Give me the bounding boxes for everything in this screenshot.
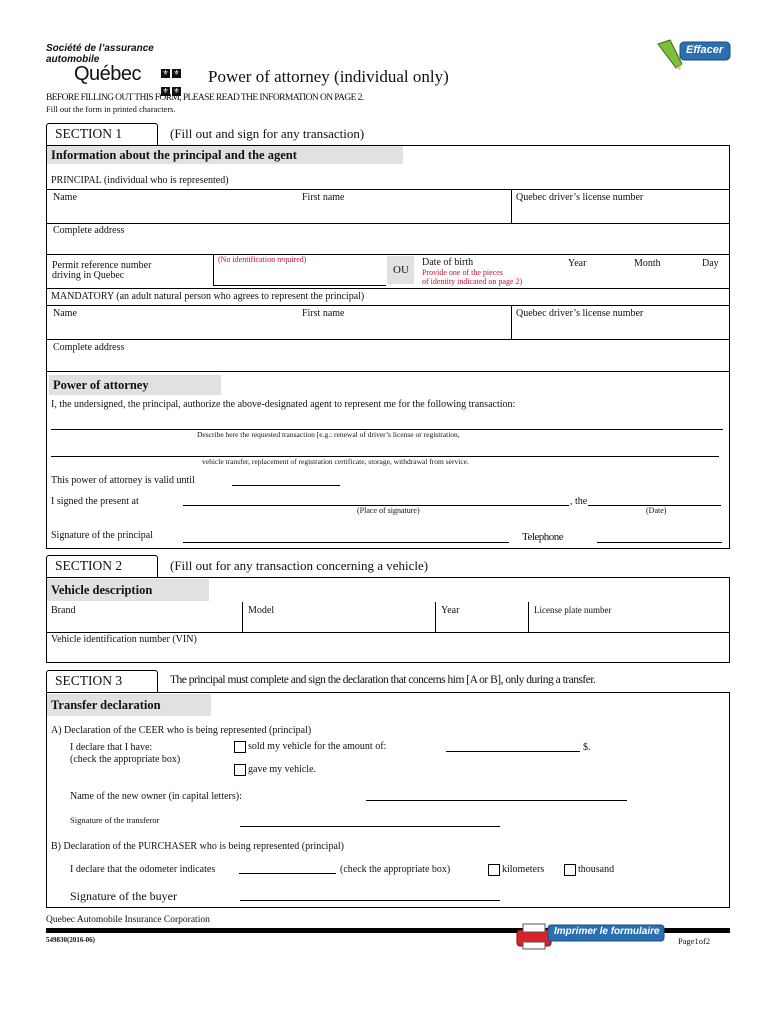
- fleur-de-lys-icon: ⚜ ⚜⚜ ⚜: [162, 69, 180, 95]
- place-caption: (Place of signature): [357, 506, 420, 515]
- section3-heading: Transfer declaration: [47, 694, 211, 716]
- mandatory-label: MANDATORY (an adult natural person who agrees to represent the principal): [51, 291, 365, 302]
- section1-heading: Information about the principal and the agent: [47, 146, 403, 164]
- declare-have-label: I declare that I have:: [70, 742, 153, 753]
- principal-address-field[interactable]: Complete address: [53, 225, 125, 236]
- principal-label: PRINCIPAL (individual who is represented): [51, 175, 229, 186]
- principal-signature-field[interactable]: [183, 542, 509, 543]
- section3-instruction: The principal must complete and sign the declaration that concerns him [A or B], only during a transfer.: [170, 674, 596, 686]
- principal-license-field[interactable]: Quebec driver’s license number: [516, 192, 644, 203]
- print-button-label: Imprimer le formulaire: [554, 926, 660, 937]
- agent-name-field[interactable]: Name: [53, 308, 77, 319]
- agent-first-name-field[interactable]: First name: [302, 308, 345, 319]
- telephone-label: Telephone: [522, 531, 564, 543]
- section2-heading: Vehicle description: [47, 579, 209, 601]
- section2-instruction: (Fill out for any transaction concerning a vehicle): [170, 558, 429, 573]
- corp-name: Quebec Automobile Insurance Corporation: [46, 915, 210, 925]
- clear-button-label: Effacer: [686, 44, 724, 56]
- plate-field[interactable]: License plate number: [534, 605, 612, 615]
- brand-field[interactable]: Brand: [51, 605, 76, 616]
- print-notice: Fill out the form in printed characters.: [46, 104, 176, 114]
- permit-line2: driving in Quebec: [52, 270, 125, 281]
- telephone-field[interactable]: [597, 542, 722, 543]
- gave-label: gave my vehicle.: [248, 764, 317, 775]
- section1-tab-label: SECTION 1: [55, 126, 123, 141]
- agency-line1: Société de l’assurance: [46, 43, 154, 54]
- thousand-checkbox[interactable]: [564, 864, 576, 876]
- authorize-text: I, the undersigned, the principal, authorize the above-designated agent to represent me for the following transaction:: [51, 399, 516, 410]
- ou-label: OU: [393, 264, 409, 276]
- describe-line1: Describe here the requested transaction [e.g.: renewal of driver’s license or registration,: [197, 430, 460, 439]
- new-owner-label: Name of the new owner (in capital letters):: [70, 791, 242, 802]
- permit-line1: Permit reference number: [52, 260, 152, 271]
- check-box-note: (check the appropriate box): [70, 754, 181, 765]
- principal-first-name-field[interactable]: First name: [302, 192, 345, 203]
- km-label: kilometers: [502, 864, 545, 875]
- sold-amount-field[interactable]: [446, 751, 580, 752]
- valid-until-label: This power of attorney is valid until: [51, 475, 195, 486]
- agent-address-field[interactable]: Complete address: [53, 342, 125, 353]
- declaration-b-label: B) Declaration of the PURCHASER who is being represented (principal): [51, 841, 344, 852]
- section1-instruction: (Fill out and sign for any transaction): [170, 126, 365, 141]
- describe-line2: vehicle transfer, replacement of registration certificate, storage, withdrawal from service.: [202, 457, 469, 466]
- check-box-note-b: (check the appropriate box): [340, 864, 451, 875]
- section2-tab-label: SECTION 2: [55, 558, 123, 573]
- new-owner-field[interactable]: [366, 800, 627, 801]
- dollar-label: $.: [583, 742, 591, 753]
- tab-section-1: [46, 123, 158, 145]
- vin-field[interactable]: Vehicle identification number (VIN): [51, 634, 197, 645]
- signed-at-label: I signed the present at: [51, 496, 139, 507]
- transferor-signature-field[interactable]: [240, 826, 500, 827]
- transferor-signature-label: Signature of the transferor: [70, 815, 160, 825]
- provide-line2: of identity indicated on page 2): [422, 277, 523, 286]
- valid-until-field[interactable]: [232, 485, 340, 486]
- dob-label: Date of birth: [422, 257, 474, 268]
- sold-label: sold my vehicle for the amount of:: [248, 741, 387, 752]
- gave-checkbox[interactable]: [234, 764, 246, 776]
- principal-signature-label: Signature of the principal: [51, 530, 153, 541]
- read-notice: BEFORE FILLING OUT THIS FORM, PLEASE READ THE INFORMATION ON PAGE 2.: [46, 93, 364, 103]
- declaration-a-label: A) Declaration of the CEER who is being represented (principal): [51, 725, 312, 736]
- dob-month[interactable]: Month: [634, 258, 661, 269]
- provide-note: [422, 268, 522, 286]
- the-label: , the: [570, 496, 588, 507]
- page-number: Page1of2: [678, 936, 711, 946]
- permit-label[interactable]: [52, 261, 212, 281]
- tab-section-3: [46, 670, 158, 692]
- dob-day[interactable]: Day: [702, 258, 719, 269]
- dob-year[interactable]: Year: [568, 258, 587, 269]
- model-field[interactable]: Model: [248, 605, 275, 616]
- agency-line2: automobile: [46, 54, 100, 65]
- sold-checkbox[interactable]: [234, 741, 246, 753]
- no-id-note: (No identification required): [218, 255, 307, 264]
- date-caption: (Date): [646, 506, 667, 515]
- form-code: 549830(2016-06): [46, 936, 95, 944]
- year-field[interactable]: Year: [441, 605, 460, 616]
- odometer-field[interactable]: [239, 873, 336, 874]
- agency-name: [46, 43, 154, 65]
- brand-text: Québec: [74, 63, 142, 85]
- odometer-label: I declare that the odometer indicates: [70, 864, 216, 875]
- principal-name-field[interactable]: Name: [53, 192, 77, 203]
- clear-button[interactable]: [656, 38, 732, 70]
- buyer-signature-label: Signature of the buyer: [70, 889, 177, 903]
- form-title: Power of attorney (individual only): [208, 67, 449, 86]
- section3-tab-label: SECTION 3: [55, 673, 123, 688]
- poa-heading: Power of attorney: [49, 375, 221, 395]
- agent-license-field[interactable]: Quebec driver’s license number: [516, 308, 644, 319]
- km-checkbox[interactable]: [488, 864, 500, 876]
- buyer-signature-field[interactable]: [240, 900, 500, 901]
- tab-section-2: [46, 555, 158, 577]
- quebec-logo: [74, 63, 141, 86]
- thousand-label: thousand: [578, 864, 615, 875]
- provide-line1: Provide one of the pieces: [422, 268, 503, 277]
- print-button[interactable]: [514, 920, 666, 950]
